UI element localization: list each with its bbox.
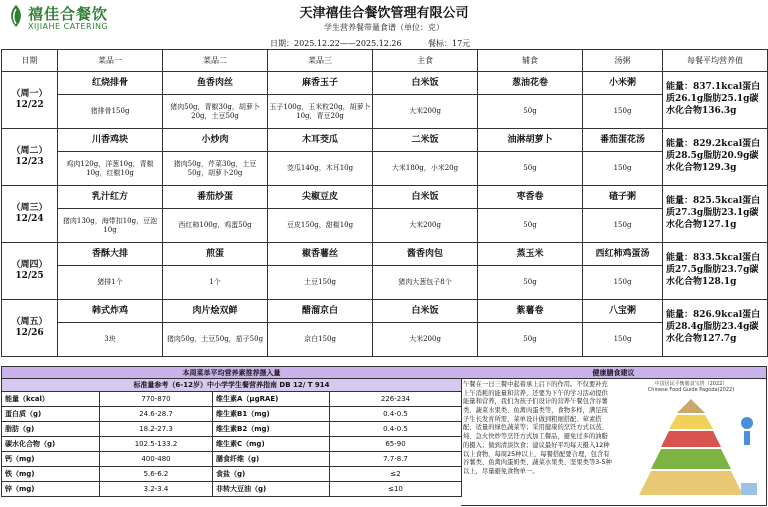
- menu-dish-row: [2, 300, 768, 323]
- staple-ingredients: 大米200g: [373, 95, 478, 129]
- menu-dish-row: [2, 186, 768, 209]
- col-header-dish2: 菜品二: [163, 50, 268, 72]
- nutrient-name: 锌（mg): [2, 482, 100, 497]
- day-date: （周五）12/26: [2, 300, 58, 357]
- standard-row: [2, 422, 462, 437]
- standard-row: [2, 392, 462, 407]
- menu-ingredient-row: [2, 152, 768, 186]
- nutrient-name: 维生素C（mg): [213, 437, 330, 452]
- meal-nutrition-value: 能量：833.5kcal蛋白质27.5g脂肪23.7g碳水化合物128.1g: [663, 243, 768, 300]
- side-ingredients: 50g: [478, 209, 583, 243]
- date-range: 日期：2025.12.22——2025.12.26: [270, 39, 402, 48]
- dish1-name: 红烧排骨: [58, 72, 163, 95]
- dish3-name: 尖椒豆皮: [268, 186, 373, 209]
- nutrient-range: 770-870: [100, 392, 213, 407]
- dish1-name: 川香鸡块: [58, 129, 163, 152]
- soup-ingredients: 150g: [583, 266, 663, 300]
- dish2-ingredients: 猪肉50g，芹菜30g，土豆50g，胡萝卜20g: [163, 152, 268, 186]
- staple-ingredients: 大米180g，小米20g: [373, 152, 478, 186]
- dish3-name: 醋溜京白: [268, 300, 373, 323]
- logo-chinese-text: 禧佳合餐饮: [28, 5, 109, 23]
- menu-ingredient-row: [2, 95, 768, 129]
- dish3-ingredients: 玉子100g，玉米粒20g，胡萝卜10g，青豆20g: [268, 95, 373, 129]
- dish2-name: 鱼香肉丝: [163, 72, 268, 95]
- day-date: （周三）12/24: [2, 186, 58, 243]
- standard-title: 本周菜单平均营养素推荐摄入量: [2, 367, 462, 379]
- nutrient-name: 维生素B1（mg): [213, 407, 330, 422]
- food-pagoda-icon: [617, 393, 765, 503]
- nutrient-range: 5.6-6.2: [100, 467, 213, 482]
- col-header-staple: 主食: [373, 50, 478, 72]
- dish2-ingredients: 1个: [163, 266, 268, 300]
- dish1-ingredients: 鸡肉120g，洋葱10g，青椒10g，红椒10g: [58, 152, 163, 186]
- col-header-dish3: 菜品三: [268, 50, 373, 72]
- day-date: （周二）12/23: [2, 129, 58, 186]
- nutrient-name: 能量（kcal）: [2, 392, 100, 407]
- advice-title: 健康膳食建议: [461, 367, 766, 379]
- day-date: （周四）12/25: [2, 243, 58, 300]
- nutrient-name: 非转大豆油（g): [213, 482, 330, 497]
- dish1-name: 乳汁红方: [58, 186, 163, 209]
- menu-ingredient-row: [2, 209, 768, 243]
- nutrient-name: 脂肪（g): [2, 422, 100, 437]
- nutrient-range: 18.2-27.3: [100, 422, 213, 437]
- meal-nutrition-value: 能量：837.1kcal蛋白质26.1g脂肪25.1g碳水化合物136.3g: [663, 72, 768, 129]
- pagoda-subtitle: Chinese Food Guide Pagoda(2022): [647, 387, 735, 393]
- dish3-name: 麻香玉子: [268, 72, 373, 95]
- nutrient-range: 24.6-28.7: [100, 407, 213, 422]
- nutrient-range: 65-90: [330, 437, 462, 452]
- standard-row: [2, 482, 462, 497]
- meal-standard: 餐标：17元: [428, 39, 471, 48]
- soup-name: 西红柿鸡蛋汤: [583, 243, 663, 266]
- standard-reference: 标准量参考（6-12岁）中小学学生餐营养指南 DB 12/ T 914: [2, 379, 462, 392]
- advice-text: 午餐在一日三餐中起着承上启下的作用。不仅要补充上午消耗的能量和营养，还要为下午的学习活动提供能量和营养，我们为孩子们设计的营养午餐包含谷薯类、蔬菜水果类、鱼禽肉蛋类等，食物多样，满足孩子生长发育所需，菜单设计做到粗细搭配、荤素搭配、适量的绿色蔬菜等；采用健康的烹饪方式以蒸、炖、急火快炒等烹饪方式加工餐品，避免过多的油脂的摄入；做到清淡饮食；建议最好平均每天摄入12种以上食物，每周25种以上，每餐搭配要合理，包含有谷薯类、鱼禽肉蛋奶类、蔬菜水果类、坚果类等3-5种以上，尽量避免食物单一。: [463, 381, 612, 475]
- standard-reference-row: [2, 379, 462, 392]
- side-name: 枣香卷: [478, 186, 583, 209]
- meal-nutrition-value: 能量：826.9kcal蛋白质28.4g脂肪23.4g碳水化合物127.7g: [663, 300, 768, 357]
- soup-name: 八宝粥: [583, 300, 663, 323]
- col-header-side: 辅食: [478, 50, 583, 72]
- side-name: 紫薯卷: [478, 300, 583, 323]
- nutrient-range: ≤2: [330, 467, 462, 482]
- side-ingredients: 50g: [478, 95, 583, 129]
- dish1-ingredients: 3块: [58, 323, 163, 357]
- dish2-ingredients: 猪肉50g，青椒30g，胡萝卜20g，土豆50g: [163, 95, 268, 129]
- side-ingredients: 50g: [478, 152, 583, 186]
- soup-name: 碴子粥: [583, 186, 663, 209]
- menu-dish-row: [2, 129, 768, 152]
- staple-ingredients: 猪肉大葱包子8个: [373, 266, 478, 300]
- soup-ingredients: 150g: [583, 152, 663, 186]
- page-header: [0, 0, 768, 50]
- nutrient-range: 226-234: [330, 392, 462, 407]
- dish2-name: 肉片烩双鲜: [163, 300, 268, 323]
- nutrient-range: 7.7-8.7: [330, 452, 462, 467]
- diet-advice-panel: [461, 366, 767, 506]
- dish3-ingredients: 茭瓜140g，木耳10g: [268, 152, 373, 186]
- nutrient-name: 维生素A（μgRAE): [213, 392, 330, 407]
- menu-header-row: [2, 50, 768, 72]
- side-ingredients: 50g: [478, 323, 583, 357]
- soup-ingredients: 150g: [583, 323, 663, 357]
- nutrition-standard-table: [1, 366, 462, 497]
- dish1-ingredients: 猪排骨150g: [58, 95, 163, 129]
- dish2-name: 番茄炒蛋: [163, 186, 268, 209]
- nutrient-name: 维生素B2（mg): [213, 422, 330, 437]
- nutrient-range: 0.4-0.5: [330, 422, 462, 437]
- meal-nutrition-value: 能量：829.2kcal蛋白质28.5g脂肪20.9g碳水化合物129.3g: [663, 129, 768, 186]
- staple-name: 白米饭: [373, 186, 478, 209]
- nutrient-name: 钙（mg): [2, 452, 100, 467]
- soup-name: 番茄蛋花汤: [583, 129, 663, 152]
- nutrient-name: 食盐（g): [213, 467, 330, 482]
- dish3-ingredients: 豆皮150g，甜椒10g: [268, 209, 373, 243]
- menu-dish-row: [2, 72, 768, 95]
- side-name: 蒸玉米: [478, 243, 583, 266]
- standard-row: [2, 452, 462, 467]
- standard-row: [2, 407, 462, 422]
- dish1-name: 韩式炸鸡: [58, 300, 163, 323]
- staple-name: 酱香肉包: [373, 243, 478, 266]
- soup-ingredients: 150g: [583, 95, 663, 129]
- soup-ingredients: 150g: [583, 209, 663, 243]
- staple-name: 二米饭: [373, 129, 478, 152]
- menu-ingredient-row: [2, 266, 768, 300]
- staple-name: 白米饭: [373, 72, 478, 95]
- staple-ingredients: 大米200g: [373, 209, 478, 243]
- soup-name: 小米粥: [583, 72, 663, 95]
- col-header-nutrition: 每餐平均营养值: [663, 50, 768, 72]
- nutrient-range: 400-480: [100, 452, 213, 467]
- side-name: 油淋胡萝卜: [478, 129, 583, 152]
- menu-ingredient-row: [2, 323, 768, 357]
- menu-subtitle: 学生营养餐带量食谱（单位：克）: [324, 23, 444, 32]
- nutrient-name: 碳水化合物（g): [2, 437, 100, 452]
- day-date: （周一）12/22: [2, 72, 58, 129]
- standard-title-row: [2, 367, 462, 379]
- dish1-ingredients: 猪排1个: [58, 266, 163, 300]
- weekly-menu-table: [1, 49, 768, 357]
- dish3-ingredients: 京白150g: [268, 323, 373, 357]
- dish2-name: 煎蛋: [163, 243, 268, 266]
- dish3-name: 椒香薯丝: [268, 243, 373, 266]
- staple-ingredients: 大米200g: [373, 323, 478, 357]
- side-name: 葱油花卷: [478, 72, 583, 95]
- side-ingredients: 50g: [478, 266, 583, 300]
- col-header-soup: 汤粥: [583, 50, 663, 72]
- col-header-dish1: 菜品一: [58, 50, 163, 72]
- dish3-name: 木耳茭瓜: [268, 129, 373, 152]
- nutrient-name: 蛋白质（g): [2, 407, 100, 422]
- standard-row: [2, 437, 462, 452]
- menu-dish-row: [2, 243, 768, 266]
- nutrient-range: 102.5-133.2: [100, 437, 213, 452]
- dish3-ingredients: 土豆150g: [268, 266, 373, 300]
- dish1-name: 香酥大排: [58, 243, 163, 266]
- dish1-ingredients: 猪肉130g，海带扣10g，豆泡10g: [58, 209, 163, 243]
- dish2-ingredients: 猪肉50g，土豆50g，茄子50g: [163, 323, 268, 357]
- nutrient-range: 3.2-3.4: [100, 482, 213, 497]
- nutrient-name: 膳食纤维（g): [213, 452, 330, 467]
- nutrient-range: 0.4-0.5: [330, 407, 462, 422]
- col-header-date: 日期: [2, 50, 58, 72]
- dish2-name: 小炒肉: [163, 129, 268, 152]
- nutrient-name: 铁（mg): [2, 467, 100, 482]
- logo-english-text: XIJIAHE CATERING: [28, 22, 109, 31]
- dish2-ingredients: 西红柿100g，鸡蛋50g: [163, 209, 268, 243]
- pagoda-title: 中国居民平衡膳食宝塔（2022）: [654, 381, 728, 387]
- food-pagoda-image: [617, 381, 765, 505]
- nutrient-range: ≤10: [330, 482, 462, 497]
- company-name: 天津禧佳合餐饮管理有限公司: [299, 6, 469, 21]
- meal-nutrition-value: 能量：825.5kcal蛋白质27.3g脂肪23.1g碳水化合物127.1g: [663, 186, 768, 243]
- standard-row: [2, 467, 462, 482]
- bottom-section: [1, 366, 767, 506]
- staple-name: 白米饭: [373, 300, 478, 323]
